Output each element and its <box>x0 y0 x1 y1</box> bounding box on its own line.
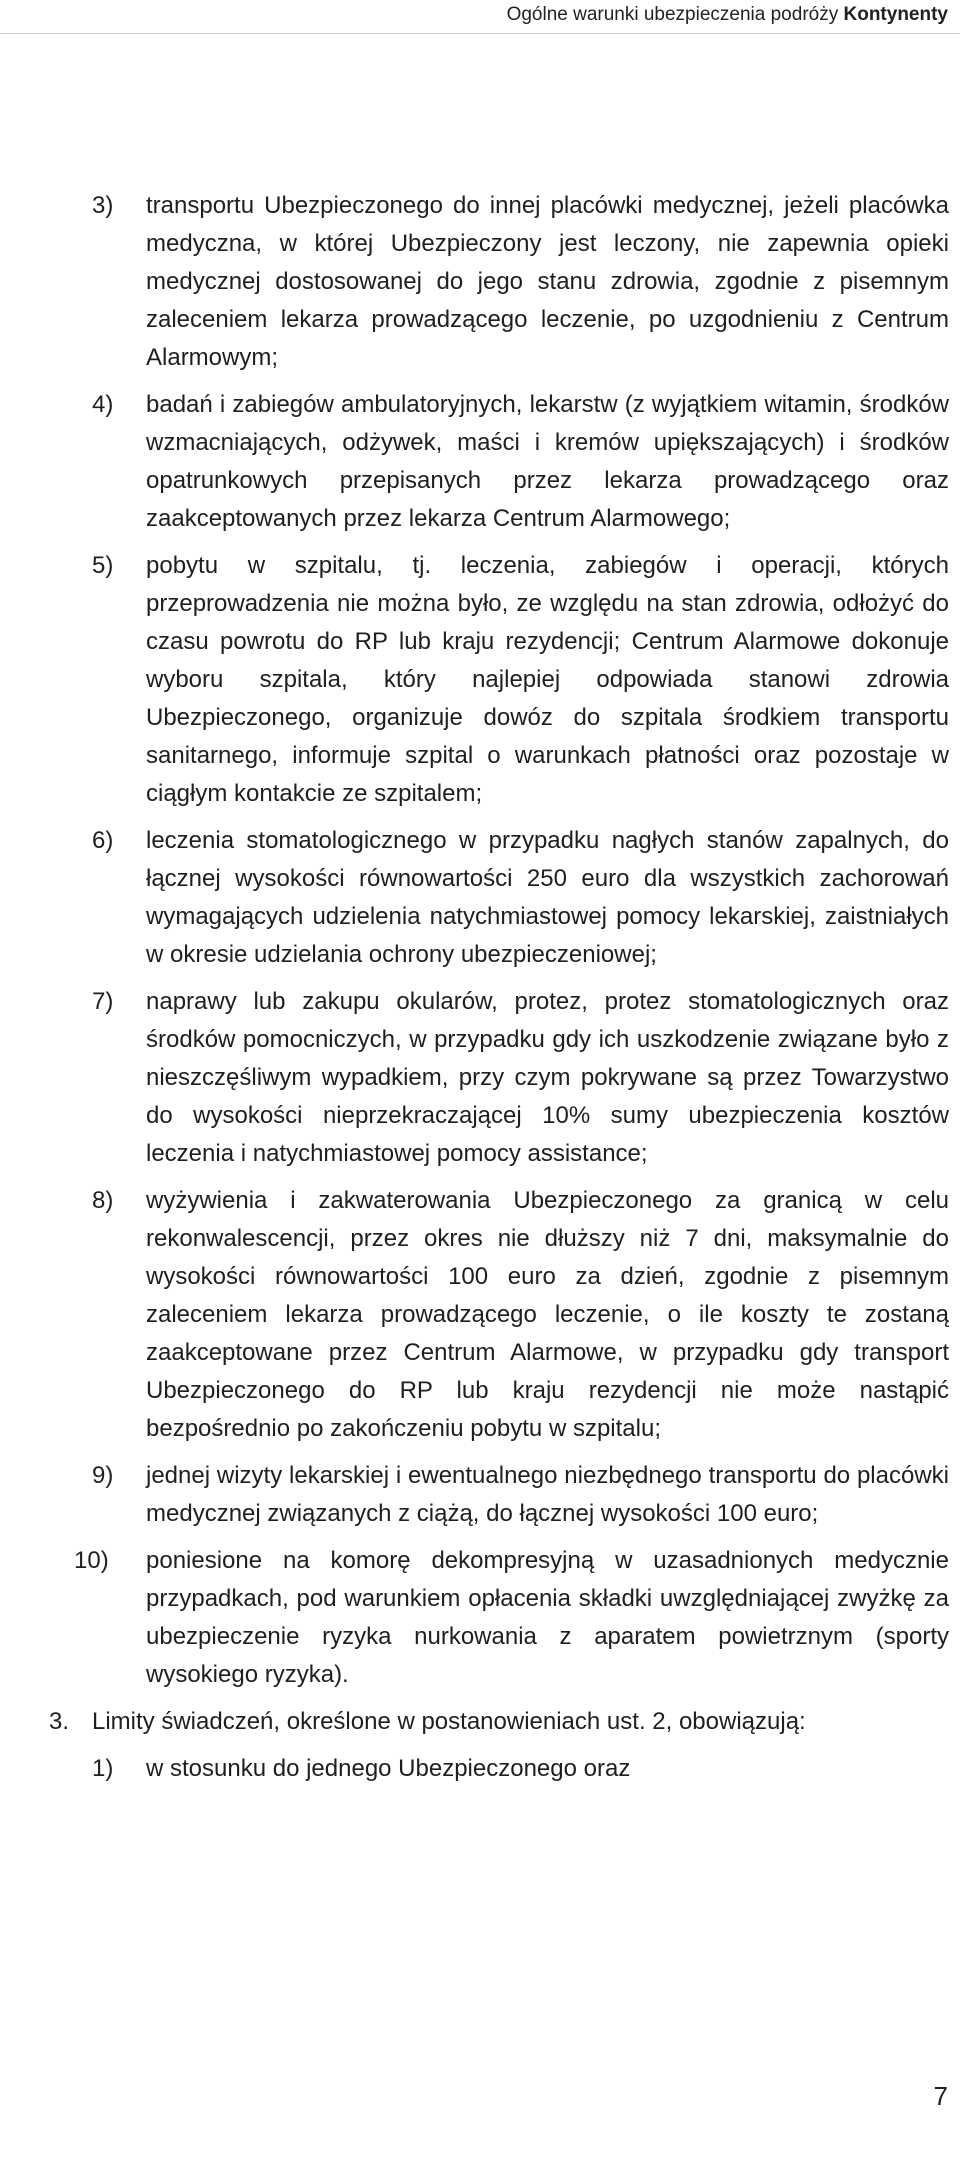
page-number: 7 <box>933 2081 948 2111</box>
list-item-number: 10) <box>74 1547 109 1574</box>
list-item-text: badań i zabiegów ambulatoryjnych, lekarstw (z wyjątkiem witamin, środków wzmacniających, odżywek, maści i kremów upiększających) i środków opatrunkowych przepisanych przez lekarza prowadzącego oraz zaakceptowanych przez lekarza Centrum Alarmowego; <box>146 391 949 532</box>
list-item-text: poniesione na komorę dekompresyjną w uzasadnionych medycznie przypadkach, pod warunkiem opłacenia składki uwzględniającej zwyżkę za ubezpieczenie ryzyka nurkowania z aparatem powietrznym (sporty wysokiego ryzyka). <box>146 1547 949 1688</box>
list-item-number: 7) <box>92 988 114 1015</box>
list-item-number: 8) <box>92 1187 114 1214</box>
list-item-number: 3) <box>92 192 114 219</box>
list-item <box>0 1457 960 1533</box>
list-item-text: jednej wizyty lekarskiej i ewentualnego niezbędnego transportu do placówki medycznej związanych z ciążą, do łącznej wysokości 100 euro; <box>146 1462 949 1527</box>
page-header <box>0 0 960 34</box>
document-body <box>0 187 960 1797</box>
list-item-text: pobytu w szpitalu, tj. leczenia, zabiegów i operacji, których przeprowadzenia nie można było, ze względu na stan zdrowia, odłożyć do czasu powrotu do RP lub kraju rezydencji; Centrum Alarmowe dokonuje wyboru szpitala, który najlepiej odpowiada stanowi zdrowia Ubezpieczonego, organizuje dowóz do szpitala środkiem transportu sanitarnego, informuje szpital o warunkach płatności oraz pozostaje w ciągłym kontakcie ze szpitalem; <box>146 552 949 807</box>
section-item <box>0 1703 960 1741</box>
list-item-text: wyżywienia i zakwaterowania Ubezpieczonego za granicą w celu rekonwalescencji, przez okres nie dłuższy niż 7 dni, maksymalnie do wysokości równowartości 100 euro za dzień, zgodnie z pisemnym zaleceniem lekarza prowadzącego leczenie, o ile koszty te zostaną zaakceptowane przez Centrum Alarmowe, w przypadku gdy transport Ubezpieczonego do RP lub kraju rezydencji nie może nastąpić bezpośrednio po zakończeniu pobytu w szpitalu; <box>146 1187 949 1442</box>
list-item-text: leczenia stomatologicznego w przypadku nagłych stanów zapalnych, do łącznej wysokości równowartości 250 euro dla wszystkich zachorowań wymagających udzielenia natychmiastowej pomocy lekarskiej, zaistniałych w okresie udzielania ochrony ubezpieczeniowej; <box>146 827 949 968</box>
list-item-number: 1) <box>92 1755 114 1782</box>
header-brand: Kontynenty <box>843 4 948 25</box>
list-item-number: 5) <box>92 552 114 579</box>
list-item <box>0 547 960 813</box>
list-item <box>0 1750 960 1788</box>
header-title: Ogólne warunki ubezpieczenia podróży <box>506 4 839 25</box>
header-title-line <box>507 3 948 27</box>
list-item <box>0 983 960 1173</box>
list-item <box>0 386 960 538</box>
list-item-text: w stosunku do jednego Ubezpieczonego oraz <box>146 1755 631 1782</box>
list-item <box>0 187 960 377</box>
section-text: Limity świadczeń, określone w postanowieniach ust. 2, obowiązują: <box>92 1708 806 1735</box>
list-item-number: 6) <box>92 827 114 854</box>
section-number: 3. <box>49 1708 70 1735</box>
list-item <box>0 822 960 974</box>
list-item <box>0 1182 960 1448</box>
list-item-number: 9) <box>92 1462 114 1489</box>
list-item-number: 4) <box>92 391 114 418</box>
list-item <box>0 1542 960 1694</box>
list-item-text: transportu Ubezpieczonego do innej placówki medycznej, jeżeli placówka medyczna, w której Ubezpieczony jest leczony, nie zapewnia opieki medycznej dostosowanej do jego stanu zdrowia, zgodnie z pisemnym zaleceniem lekarza prowadzącego leczenie, po uzgodnieniu z Centrum Alarmowym; <box>146 192 949 371</box>
list-item-text: naprawy lub zakupu okularów, protez, protez stomatologicznych oraz środków pomocniczych, w przypadku gdy ich uszkodzenie związane było z nieszczęśliwym wypadkiem, przy czym pokrywane są przez Towarzystwo do wysokości nieprzekraczającej 10% sumy ubezpieczenia kosztów leczenia i natychmiastowej pomocy assistance; <box>146 988 949 1167</box>
